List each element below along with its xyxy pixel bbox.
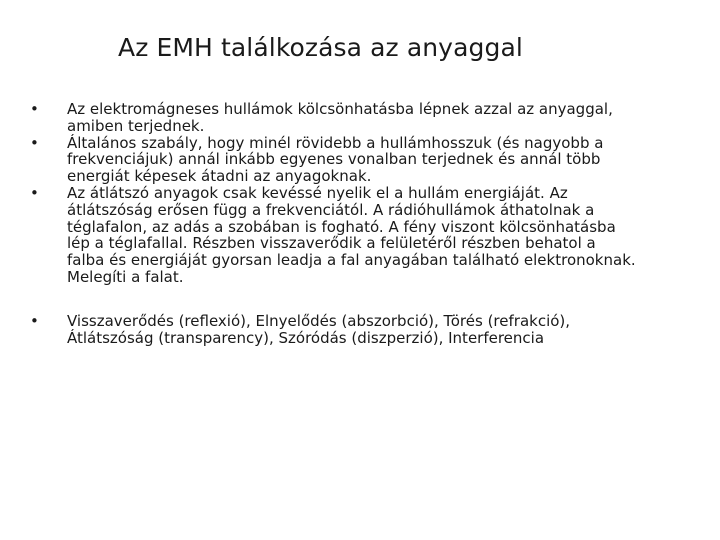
bullet-list <box>30 101 710 346</box>
bullet-marker: • <box>30 100 39 118</box>
slide-title: Az EMH találkozása az anyaggal <box>118 33 523 62</box>
bullet-item-transparent-materials <box>30 185 710 286</box>
bullet-item-phenomena <box>30 313 710 347</box>
bullet-marker: • <box>30 133 39 152</box>
bullet-text: Az átlátszó anyagok csak kevéssé nyelik el a hullám energiáját. Az átlátszóság erősen függ a frekvenciától. A rádióhullámok áthatolnak a téglafalon, az adás a szobában is fogható. A fény viszont kölcsönhatásba lép a téglafallal. Részben visszaverődik a felületéről részben behatol a falba és energiáját gyorsan leadja a fal anyagában található elektronoknak. Melegíti a falat. <box>67 183 636 286</box>
bullet-text: Az elektromágneses hullámok kölcsönhatásba lépnek azzal az anyaggal, amiben terjednek. <box>67 100 613 135</box>
bullet-marker: • <box>30 311 39 330</box>
bullet-marker: • <box>30 183 39 202</box>
bullet-text: Általános szabály, hogy minél rövidebb a hullámhosszuk (és nagyobb a frekvenciájuk) annál inkább egyenes vonalban terjednek és annál több energiát képesek átadni az anyagoknak. <box>67 133 604 186</box>
bullet-item-general-rule <box>30 135 710 185</box>
bullet-item-interaction <box>30 101 710 135</box>
bullet-text: Visszaverődés (reflexió), Elnyelődés (abszorbció), Törés (refrakció), Átlátszóság (transparency), Szóródás (diszperzió), Interferencia <box>67 311 571 347</box>
